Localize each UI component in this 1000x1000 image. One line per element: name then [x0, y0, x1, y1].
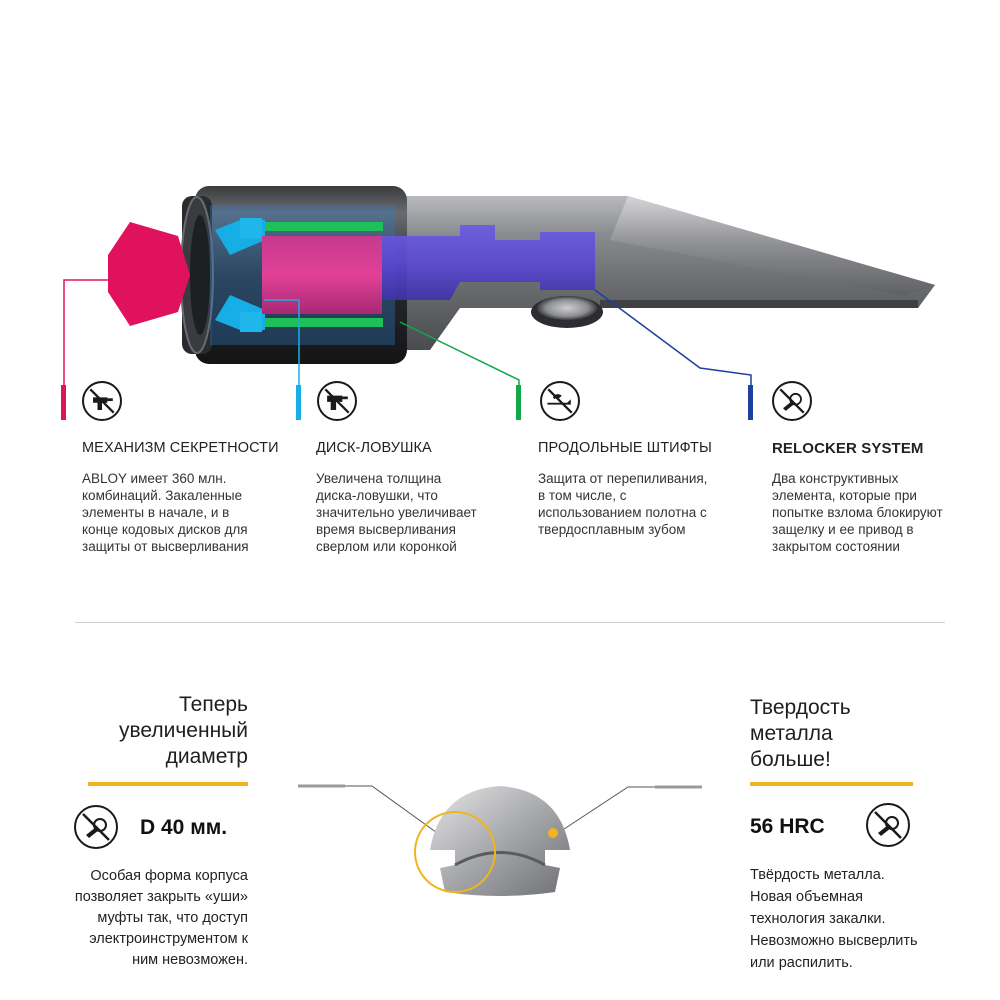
- section-divider: [75, 622, 945, 623]
- leader-lines: [0, 0, 1000, 430]
- feature-title-trap-disc: ДИСК-ЛОВУШКА: [316, 440, 432, 456]
- grinder-prohibited-icon: [74, 805, 118, 849]
- feature-title-secrecy: МЕХАНИЗМ СЕКРЕТНОСТИ: [82, 440, 279, 456]
- feature-text-relocker: Два конструктивных элемента, которые при попытке взлома блокируют защелку и ее привод в закрытом состоянии: [772, 471, 943, 554]
- cordless-drill-prohibited-icon: [317, 381, 357, 421]
- feature-title-relocker: RELOCKER SYSTEM: [772, 440, 924, 457]
- grinder-prohibited-icon: [772, 381, 812, 421]
- diameter-value: D 40 мм.: [140, 816, 228, 839]
- grinder-prohibited-icon: [866, 803, 910, 847]
- feature-text-secrecy: ABLOY имеет 360 млн. комбинаций. Закаленные элементы в начале, и в конце кодовых дисков для защиты от высверливания: [82, 471, 249, 554]
- diameter-heading: Теперь увеличенный диаметр: [118, 693, 248, 768]
- saw-prohibited-icon: [540, 381, 580, 421]
- drill-prohibited-icon: [82, 381, 122, 421]
- hardness-heading: Твердость металла больше!: [750, 696, 851, 771]
- feature-text-trap-disc: Увеличена толщина диска-ловушки, что значительно увеличивает время высверливания сверлом или коронкой: [316, 471, 477, 554]
- hardness-text: Твёрдость металла. Новая объемная технология закалки. Невозможно высверлить или распилить.: [750, 867, 918, 971]
- hardness-accent-line: [750, 782, 913, 786]
- feature-title-pins: ПРОДОЛЬНЫЕ ШТИФТЫ: [538, 440, 712, 456]
- diameter-accent-line: [88, 782, 248, 786]
- hardness-value: 56 HRC: [750, 815, 825, 838]
- cylinder-profile-illustration: [290, 770, 710, 910]
- diameter-text: Особая форма корпуса позволяет закрыть «уши» муфты так, что доступ электроинструментом к ним невозможен.: [74, 868, 248, 968]
- feature-text-pins: Защита от перепиливания, в том числе, с использованием полотна с твердосплавным зубом: [538, 471, 708, 537]
